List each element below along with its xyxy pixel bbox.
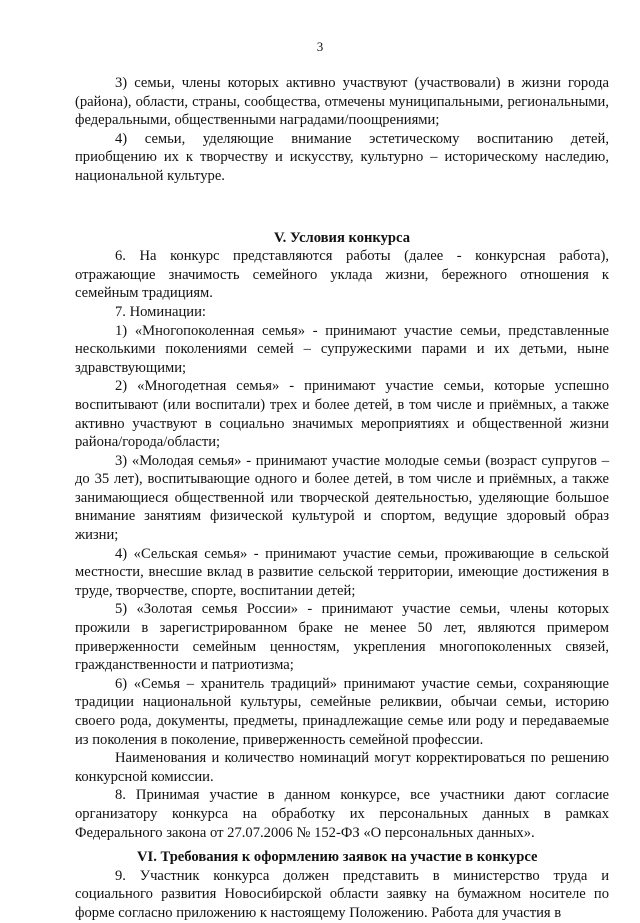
section-6-heading: VI. Требования к оформлению заявок на участие в конкурсе [137,849,538,866]
intro-item-4: 4) семьи, уделяющие внимание эстетическому воспитанию детей, приобщению их к творчеству и искусству, культурно – историческому наследию, национальной культуре. [75,130,609,184]
paragraph-nominations-note: Наименования и количество номинаций могут корректироваться по решению конкурсной комиссии. [75,750,609,785]
paragraph-9: 9. Участник конкурса должен представить в министерство труда и социального развития Новосибирской области заявку на бумажном носителе по форме согласно приложению к настоящему Положению. Работа для участия в [75,867,609,921]
paragraph-7: 7. Номинации: [115,303,206,320]
spacer [75,186,609,229]
section-5-heading: V. Условия конкурса [273,229,410,246]
nomination-4: 4) «Сельская семья» - принимают участие семьи, проживающие в сельской местности, внесшие вклад в развитие сельской территории, имеющие достижения в труде, творчестве, спорте, воспитании детей; [75,545,609,599]
document-body [75,74,609,923]
nomination-1: 1) «Многопоколенная семья» - принимают участие семьи, представленные несколькими поколениями семей – супружескими парами и их детьми, ныне здравствующими; [75,322,609,376]
page-number: 3 [316,39,324,54]
paragraph-6: 6. На конкурс представляются работы (далее - конкурсная работа), отражающие значимость семейного уклада жизни, бережного отношения к семейным традициям. [75,248,609,302]
intro-item-3: 3) семьи, члены которых активно участвуют (участвовали) в жизни города (района), области, страны, сообщества, отмечены муниципальными, региональными, федеральными, общественными наградами/поощрениями; [75,75,609,129]
nomination-5: 5) «Золотая семья России» - принимают участие семьи, члены которых прожили в зарегистрированном браке не менее 50 лет, являются примером приверженности семейным ценностям, укрепления многопоколенных связей, гражданственности и патриотизма; [75,601,609,674]
nomination-6: 6) «Семья – хранитель традиций» принимают участие семьи, сохраняющие традиции национальной культуры, семейные реликвии, обычаи семьи, историю своего рода, документы, предметы, принадлежащие семье или роду и передаваемые из поколения в поколение, приверженность семейной профессии. [75,675,609,748]
nomination-3: 3) «Молодая семья» - принимают участие молодые семьи (возраст супругов – до 35 лет), воспитывающие одного и более детей, в том числе и приёмных, а также занимающиеся общественной или творческой деятельностью, уделяющие большое внимание занятиям физической культурой и спортом, ведущие здоровый образ жизни; [75,452,609,544]
paragraph-8: 8. Принимая участие в данном конкурсе, все участники дают согласие организатору конкурса на обработку их персональных данных в рамках Федерального закона от 27.07.2006 № 152-ФЗ «О персональных данных». [75,787,609,841]
nomination-2: 2) «Многодетная семья» - принимают участие семьи, которые успешно воспитывают (или воспитали) трех и более детей, в том числе и приёмных, а также активно участвуют в социально значимых мероприятиях и общественной жизни района/города/области; [75,378,609,451]
